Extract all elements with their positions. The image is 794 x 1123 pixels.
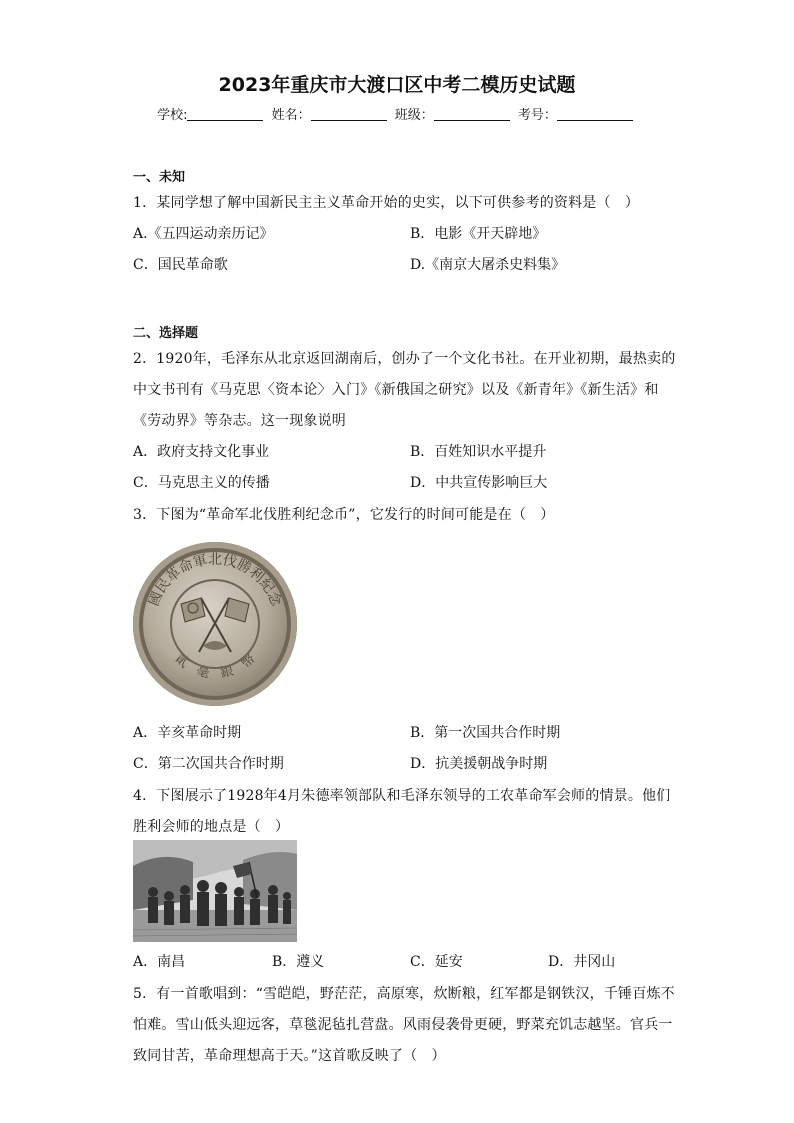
class-blank[interactable] (434, 107, 510, 121)
q1-option-c[interactable]: C．国民革命歌 (133, 257, 228, 273)
question-5-stem-line2: 怕难。雪山低头迎远客，草毯泥毡扎营盘。风雨侵袭骨更硬，野菜充饥志越坚。官兵一 (133, 1017, 673, 1033)
q2-option-d[interactable]: D．中共宣传影响巨大 (410, 475, 548, 491)
exam-title: 2023年重庆市大渡口区中考二模历史试题 (218, 74, 576, 96)
engraving-illustration (133, 840, 297, 942)
q4-option-a[interactable]: A．南昌 (133, 954, 186, 970)
q1-option-d[interactable]: D.《南京大屠杀史料集》 (410, 257, 566, 273)
jinggangshan-meeting-engraving (133, 840, 297, 942)
q4-option-c[interactable]: C．延安 (410, 954, 463, 970)
q3-option-b[interactable]: B．第一次国共合作时期 (410, 725, 561, 741)
section-heading-unknown: 一、未知 (133, 170, 186, 185)
q3-option-c[interactable]: C．第二次国共合作时期 (133, 756, 284, 772)
question-1-stem: 1．某同学想了解中国新民主主义革命开始的史实，以下可供参考的资料是（ ） (133, 195, 640, 211)
q2-option-c[interactable]: C．马克思主义的传播 (133, 475, 270, 491)
question-2-stem-line3: 《劳动界》等杂志。这一现象说明 (133, 413, 346, 429)
class-label: 班级： (394, 108, 434, 123)
exam-number-blank[interactable] (557, 107, 633, 121)
q2-option-b[interactable]: B．百姓知识水平提升 (410, 444, 547, 460)
question-3-stem: 3．下图为“革命军北伐胜利纪念币”，它发行的时间可能是在（ ） (133, 507, 555, 523)
school-blank[interactable] (187, 107, 263, 121)
coin-top-inscription: 國民革命軍北伐勝利紀念 (145, 552, 285, 609)
q3-option-d[interactable]: D．抗美援朝战争时期 (410, 756, 548, 772)
coin-engraving (133, 542, 297, 706)
name-blank[interactable] (311, 107, 387, 121)
question-5-stem-line3: 致同甘苦，革命理想高于天。”这首歌反映了（ ） (133, 1048, 446, 1064)
section-heading-choice: 二、选择题 (133, 326, 199, 341)
question-2-stem-line2: 中文书刊有《马克思〈资本论〉入门》《新俄国之研究》以及《新青年》《新生活》和 (133, 382, 659, 398)
school-label: 学校: (157, 108, 188, 123)
exam-number-label: 考号： (517, 108, 557, 123)
q1-option-a[interactable]: A.《五四运动亲历记》 (133, 226, 274, 242)
question-2-stem-line1: 2．1920年，毛泽东从北京返回湖南后，创办了一个文化书社。在开业初期，最热卖的 (133, 351, 676, 367)
question-4-stem-line1: 4．下图展示了1928年4月朱德率领部队和毛泽东领导的工农革命军会师的情景。他们 (133, 788, 671, 804)
student-info-line (0, 104, 794, 123)
commemorative-coin-image (133, 542, 297, 706)
q4-option-d[interactable]: D．井冈山 (548, 954, 616, 970)
name-label: 姓名： (271, 108, 311, 123)
q3-option-a[interactable]: A．辛亥革命时期 (133, 725, 242, 741)
coin-bottom-inscription: 貳 毫 銀 幣 (171, 651, 259, 682)
q4-option-b[interactable]: B．遵义 (272, 954, 325, 970)
question-5-stem-line1: 5．有一首歌唱到：“雪皑皑，野茫茫，高原寒，炊断粮，红军都是钢铁汉，千锤百炼不 (133, 986, 675, 1002)
question-4-stem-line2: 胜利会师的地点是（ ） (133, 819, 290, 835)
q1-option-b[interactable]: B．电影《开天辟地》 (410, 226, 547, 242)
q2-option-a[interactable]: A．政府支持文化事业 (133, 444, 270, 460)
